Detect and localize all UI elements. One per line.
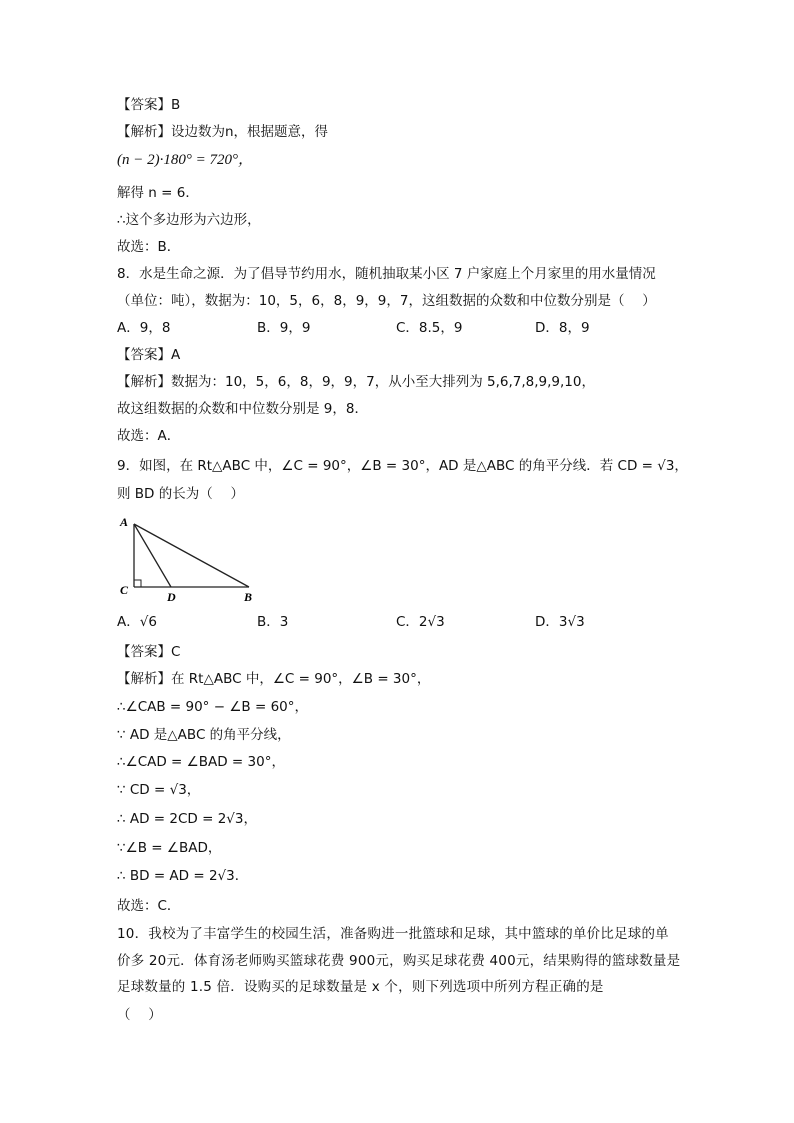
q8-stem-line2: （单位：吨），数据为：10，5，6，8，9，9，7，这组数据的众数和中位数分别是（ ） — [117, 293, 656, 309]
q8-option-c: C．8.5，9 — [396, 320, 463, 336]
q9-step: ∵ CD = √3， — [117, 782, 201, 798]
q9-step: ∴ BD = AD = 2√3． — [117, 868, 249, 884]
q7-conclusion: ∴这个多边形为六边形， — [117, 212, 261, 228]
q7-analysis: 【解析】设边数为n，根据题意，得 — [117, 124, 329, 140]
q8-conclusion: 故这组数据的众数和中位数分别是 9，8． — [117, 401, 368, 417]
q9-stem-line1: 9．如图，在 Rt△ABC 中，∠C = 90°，∠B = 30°，AD 是△ABC 的角平分线．若 CD = √3， — [117, 458, 688, 474]
q9-option-b: B．3 — [257, 614, 289, 630]
q7-equation: (n − 2)·180° = 720°， — [117, 152, 253, 168]
q9-step: ∴ AD = 2CD = 2√3， — [117, 811, 257, 827]
q8-choice: 故选：A． — [117, 428, 181, 444]
q9-step: ∴∠CAD = ∠BAD = 30°， — [117, 754, 285, 770]
triangle-figure — [114, 512, 264, 604]
q8-answer: 【答案】A — [117, 347, 181, 363]
q10-stem: 10．我校为了丰富学生的校园生活，准备购进一批篮球和足球，其中篮球的单价比足球的单价多 20元．体育汤老师购买篮球花费 900元，购买足球花费 400元，结果购得的篮球数量是足球数量的 1.5 倍．设购买的足球数量是 x 个，则下列选项中所列方程正确的是 — [117, 926, 681, 995]
label-c: C — [120, 583, 129, 597]
q7-answer: 【答案】B — [117, 97, 181, 113]
q8-analysis: 【解析】数据为：10，5，6，8，9，9，7，从小至大排列为 5,6,7,8,9,9,10， — [117, 374, 595, 390]
q9-option-a: A．√6 — [117, 614, 157, 630]
q9-answer: 【答案】C — [117, 644, 181, 660]
q9-step: 【解析】在 Rt△ABC 中，∠C = 90°，∠B = 30°， — [117, 671, 431, 687]
label-d: D — [167, 590, 176, 604]
q8-option-a: A．9，8 — [117, 320, 171, 336]
q7-choice: 故选：B． — [117, 239, 181, 255]
right-angle-mark — [134, 580, 141, 587]
q8-option-d: D．8，9 — [535, 320, 590, 336]
q9-option-d: D．3√3 — [535, 614, 585, 630]
q8-stem-line1: 8．水是生命之源．为了倡导节约用水，随机抽取某小区 7 户家庭上个月家里的用水量情况 — [117, 266, 656, 282]
q7-solution: 解得 n = 6． — [117, 185, 199, 201]
q9-choice: 故选：C． — [117, 898, 181, 914]
label-a: A — [120, 515, 129, 529]
q8-option-b: B．9，9 — [257, 320, 311, 336]
q10-paren: （ ） — [117, 1007, 162, 1023]
q9-stem-line2: 则 BD 的长为（ ） — [117, 486, 245, 502]
label-b: B — [244, 590, 253, 604]
q9-step: ∴∠CAB = 90° − ∠B = 60°， — [117, 699, 309, 715]
q9-step: ∵ AD 是△ABC 的角平分线， — [117, 727, 291, 743]
q9-option-c: C．2√3 — [396, 614, 445, 630]
q9-step: ∵∠B = ∠BAD， — [117, 840, 222, 856]
side-ab — [134, 524, 249, 587]
